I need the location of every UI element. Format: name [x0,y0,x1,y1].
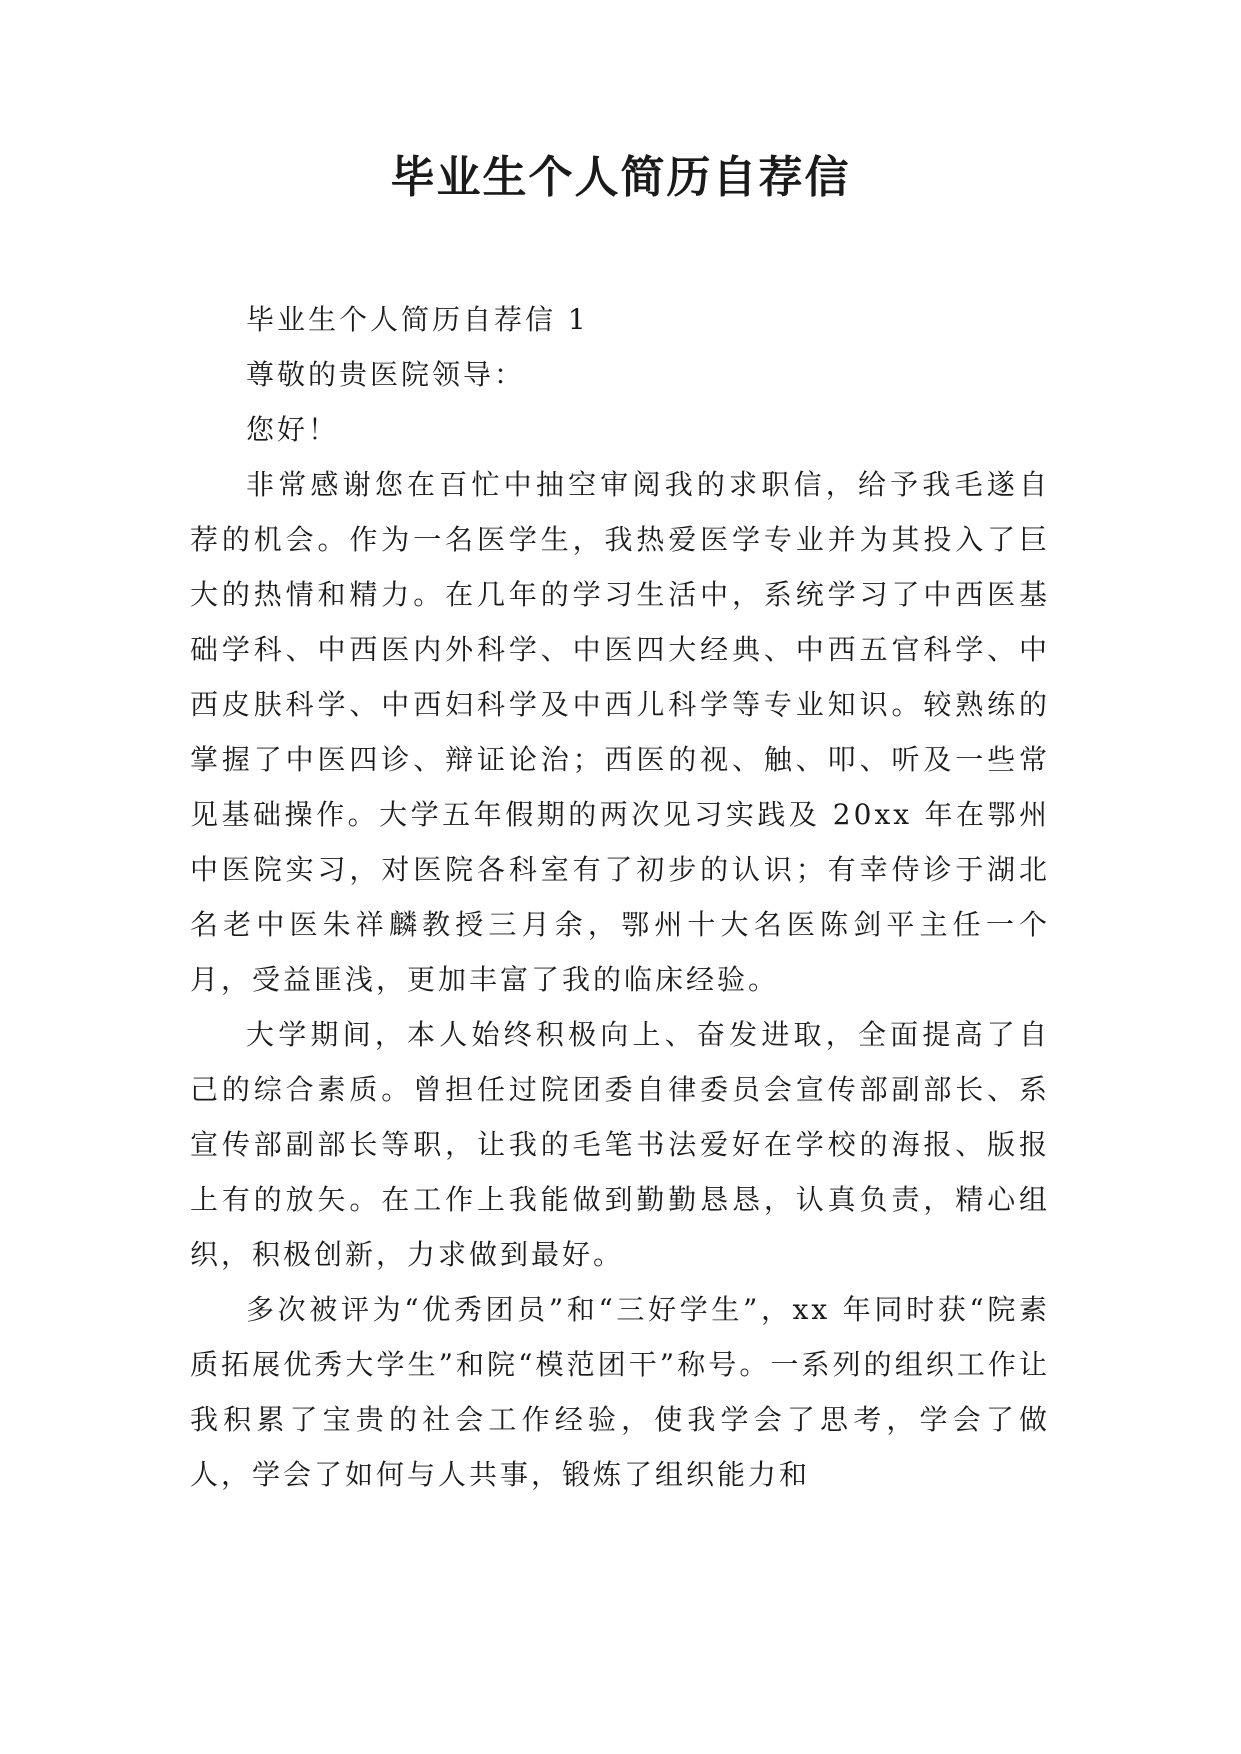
paragraph-intro: 非常感谢您在百忙中抽空审阅我的求职信，给予我毛遂自荐的机会。作为一名医学生，我热爱医学专业并为其投入了巨大的热情和精力。在几年的学习生活中，系统学习了中西医基础学科、中西医内外科学、中医四大经典、中西五官科学、中西皮肤科学、中西妇科学及中西儿科学等专业知识。较熟练的掌握了中医四诊、辩证论治；西医的视、触、叩、听及一些常见基础操作。大学五年假期的两次见习实践及 20xx 年在鄂州中医院实习，对医院各科室有了初步的认识；有幸侍诊于湖北名老中医朱祥麟教授三月余，鄂州十大名医陈剑平主任一个月，受益匪浅，更加丰富了我的临床经验。 [190,468,1050,996]
greeting-line: 您好！ [246,413,340,446]
paragraph-honors: 多次被评为“优秀团员”和“三好学生”，xx 年同时获“院素质拓展优秀大学生”和院“模范团干”称号。一系列的组织工作让我积累了宝贵的社会工作经验，使我学会了思考，学会了做人，学会了如何与人共事，锻炼了组织能力和 [190,1293,1050,1491]
salutation-line: 尊敬的贵医院领导： [246,358,526,391]
paragraph-university: 大学期间，本人始终积极向上、奋发进取，全面提高了自己的综合素质。曾担任过院团委自律委员会宣传部副部长、系宣传部副部长等职，让我的毛笔书法爱好在学校的海报、版报上有的放矢。在工作上我能做到勤勤恳恳，认真负责，精心组织，积极创新，力求做到最好。 [190,1018,1050,1271]
document-body [190,292,1050,1502]
subtitle-line: 毕业生个人简历自荐信 1 [246,303,589,336]
document-title: 毕业生个人简历自荐信 [390,152,851,203]
